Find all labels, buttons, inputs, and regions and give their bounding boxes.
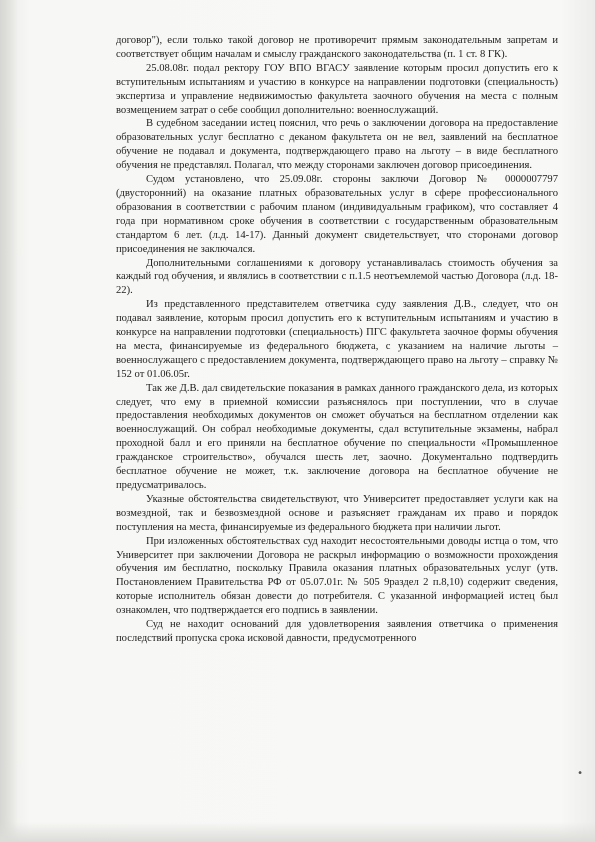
paragraph-witness-testimony: Так же Д.В. дал свидетельские показания в рамках данного гражданского дела, из которых следует, что ему в приемной комиссии разъяснялось при поступлении, что в случае предоставления необходимых документов он сможет обучаться на бесплатном отделении как военнослужащий. Он собрал необходимые документы, сдал вступительные экзамены, набрал проходной балл и его приняли на бесплатное обучение по специальности «Промышленное гражданское строительство», обучался шесть лет, заочно. Документально подтвердить бесплатное обучение не может, т.к. заключение договора на бесплатное обучение не предусматривалось. [116, 382, 558, 491]
paragraph-defendant-statement: Из представленного представителем ответчика суду заявления Д.В., следует, что он подавал заявление, которым просил допустить его к вступительным испытаниям и участию в конкурсе на направлении подготовки (специальность) ПГС факультета заочное формы обучения на места, финансируемые из федерального бюджета, с указанием на наличие льготы – военнослужащего с предоставлением документа, подтверждающего право на льготу – справку № 152 от 01.06.05г. [116, 299, 558, 380]
paragraph-supplementary-agreements: Дополнительными соглашениями к договору устанавливалась стоимость обучения за каждый год обучения, и являлись в соответствии с п.1.5 неотъемлемой частью Договора (л.д. 18-22). [116, 257, 558, 297]
margin-mark: • [577, 768, 583, 779]
paragraph-limitation-period: Суд не находит оснований для удовлетворения заявления ответчика о применения последствий пропуска срока исковой давности, предусмотренного [116, 619, 558, 644]
paragraph-plaintiff-explanation: В судебном заседании истец пояснил, что речь о заключении договора на предоставление образовательных услуг бесплатно с деканом факультета он не вел, заявлений на бесплатное обучение не подавал и документа, подтверждающего право на льготу – в виде бесплатного обучения не представлял. Полагал, что между сторонами заключен договор присоединения. [116, 118, 558, 172]
paragraph-application: 25.08.08г. подал ректору ГОУ ВПО ВГАСУ заявление которым просил допустить его к вступительным испытаниям и участию в конкурсе на направлении подготовки (специальность) экспертиза и управление недвижимостью факультета заочного обучения на места с полным возмещением затрат о себе сообщил дополнительно: военнослужащий. [116, 62, 558, 116]
scan-shadow-bottom [0, 822, 595, 842]
paragraph-court-established: Судом установлено, что 25.09.08г. стороны заключи Договор № 0000007797 (двусторонний) на оказание платных образовательных услуг в сфере профессионального образования в соответствии с рабочим планом (индивидуальным графиком), что составляет 4 года при нормативном сроке обучения в соответствии с государственным образовательным стандартом 6 лет. (л.д. 14-17). Данный документ свидетельствует, что сторонами договор присоединения не заключался. [116, 174, 558, 255]
document-body [116, 34, 558, 646]
paragraph-court-finding: При изложенных обстоятельствах суд находит несостоятельными доводы истца о том, что Университет при заключении Договора не раскрыл информацию о возможности прохождения обучения им бесплатно, поскольку Правила оказания платных образовательных услуг (утв. Постановлением Правительства РФ от 05.07.01г. № 505 9раздел 2 п.8,10) содержит сведения, которые исполнитель обязан довести до потребителя. С указанной информацией истец был ознакомлен, что подтверждается его подпись в заявлении. [116, 535, 558, 617]
paragraph-circumstances: Указные обстоятельства свидетельствуют, что Университет предоставляет услуги как на возмездной, так и безвозмездной основе и разъясняет гражданам их право и порядок поступления на места, финансируемые из федерального бюджета при наличии льгот. [116, 493, 558, 533]
paragraph-contract-continuation: договор"), если только такой договор не противоречит прямым законодательным запретам и соответствует общим началам и смыслу гражданского законодательства (п. 1 ст. 8 ГК). [116, 35, 558, 60]
scan-shadow-left [0, 0, 18, 842]
